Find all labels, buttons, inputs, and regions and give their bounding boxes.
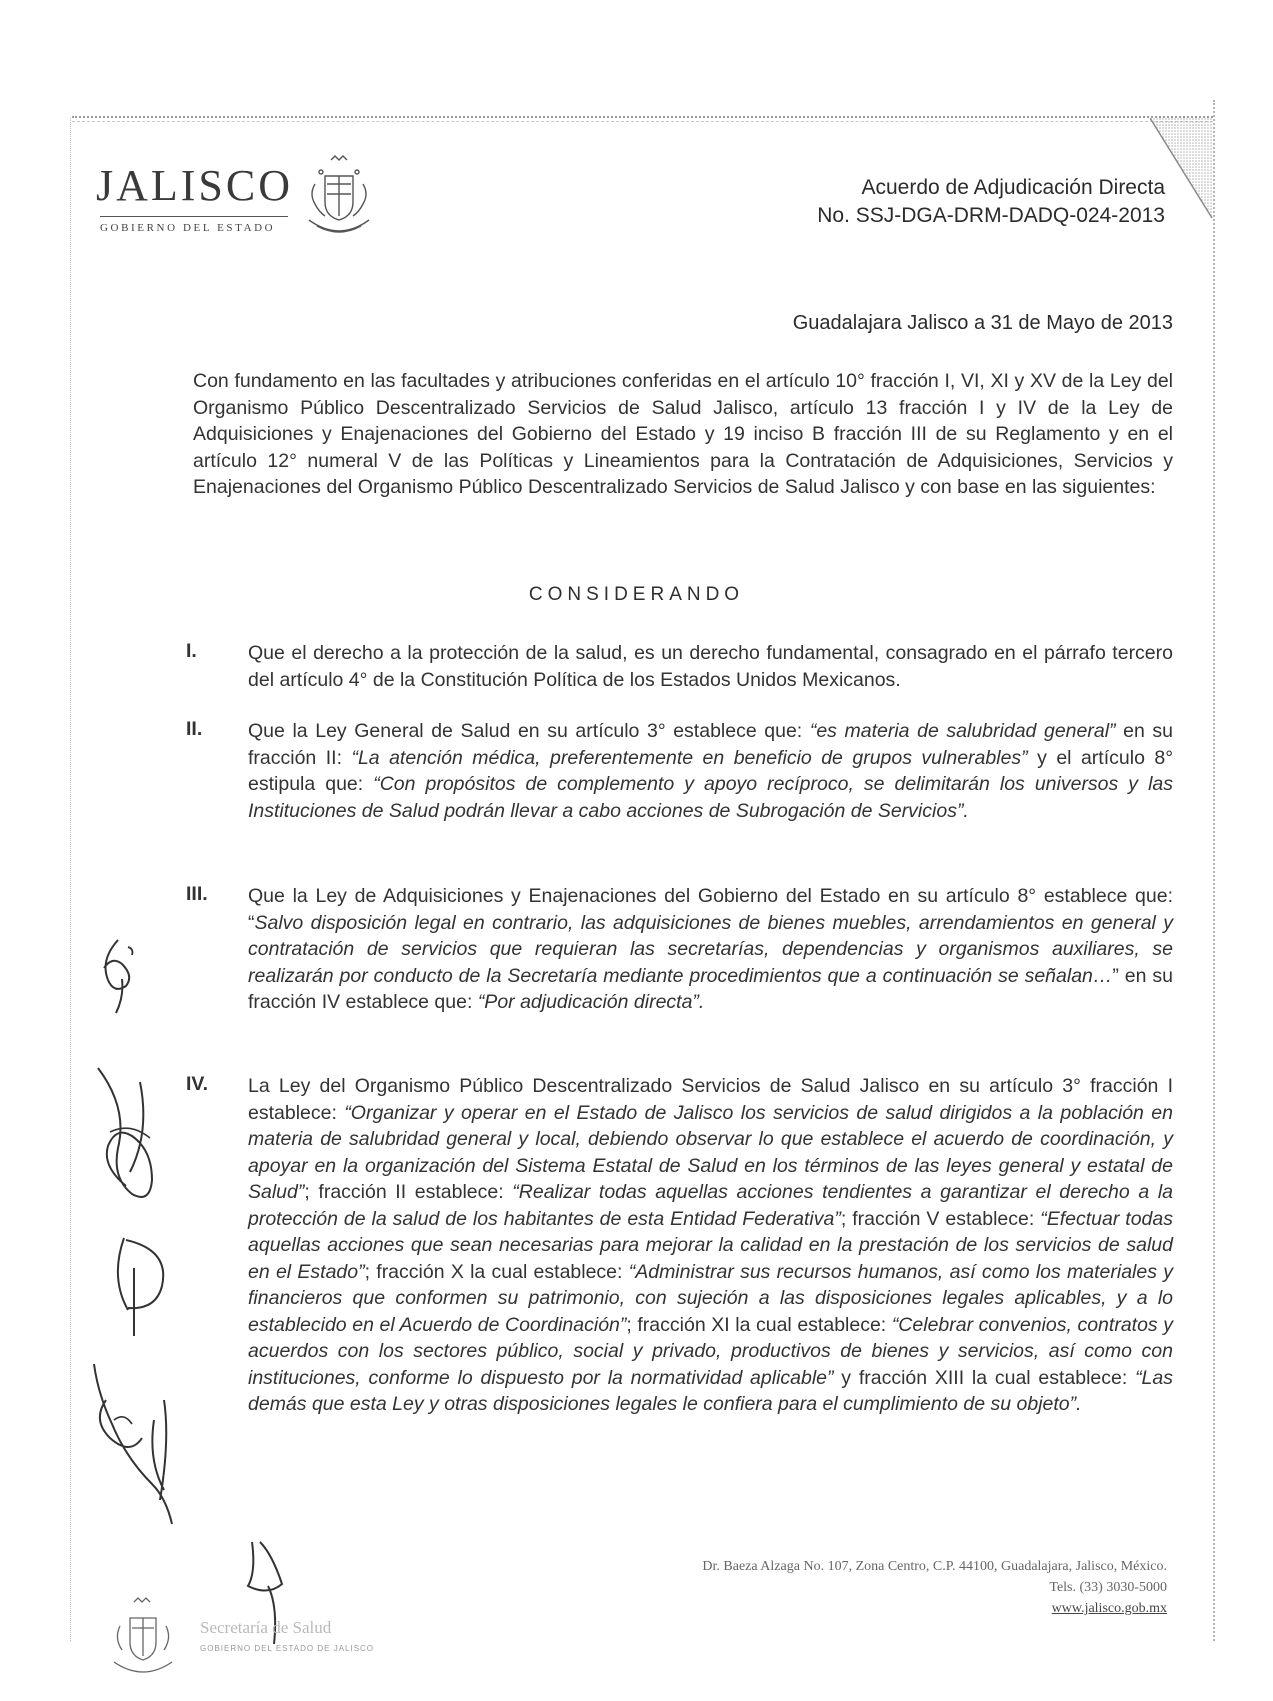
quoted-text: “es materia de salubridad general” <box>809 720 1116 742</box>
scan-top-border <box>72 116 1213 118</box>
item-text <box>248 883 1173 1016</box>
quoted-text: Salvo disposición legal en contrario, las adquisiciones de bienes muebles, arrendamientos en general y contratación de servicios que requieran las secretarías, dependencias y organismos auxiliares, se realizarán por conducto de la Secretaría mediante procedimientos que a continuación se señalan… <box>248 911 1173 987</box>
body-text: Que la Ley General de Salud en su artículo 3° establece que: <box>248 720 810 742</box>
item-number: III. <box>186 883 208 905</box>
handwritten-initials-icon <box>90 1062 170 1212</box>
quoted-text: “Con propósitos de complemento y apoyo recíproco, se delimitarán los universos y las Instituciones de Salud podrán llevar a cabo acciones de Subrogación de Servicios”. <box>248 773 1173 822</box>
logo-subtitle: GOBIERNO DEL ESTADO <box>100 222 276 234</box>
body-text: La Ley del Organismo Público Descentralizado Servicios de Salud Jalisco en su artículo 3° fracción I establece: <box>248 1075 1173 1124</box>
document-date: Guadalajara Jalisco a 31 de Mayo de 2013 <box>792 312 1173 334</box>
body-text: ; fracción V establece: <box>840 1207 1041 1230</box>
body-text: ; fracción XI la cual establece: <box>626 1313 892 1336</box>
footer-phone: Tels. (33) 3030-5000 <box>1049 1580 1167 1595</box>
quoted-text: “Las demás que esta Ley y otras disposiciones legales le confiera para el cumplimiento de su objeto”. <box>248 1366 1173 1415</box>
scan-top-border-secondary <box>72 121 1213 122</box>
intro-paragraph: Con fundamento en las facultades y atribuciones conferidas en el artículo 10° fracción I, VI, XI y XV de la Ley del Organismo Público Descentralizado Servicios de Salud Jalisco, artículo 13 fracción I y IV de la Ley de Adquisiciones y Enajenaciones del Gobierno del Estado y 19 inciso B fracción III de su Reglamento y en el artículo 12° numeral V de las Políticas y Lineamientos para la Contratación de Adquisiciones, Servicios y Enajenaciones del Organismo Público Descentralizado Servicios de Salud Jalisco y con base en las siguientes: <box>193 370 1173 498</box>
handwritten-initials-icon <box>88 935 148 1020</box>
logo-rule <box>100 216 288 217</box>
footer-website-link[interactable]: www.jalisco.gob.mx <box>1051 1601 1167 1616</box>
body-text: en su fracción II: <box>248 720 1174 769</box>
jalisco-logo <box>96 160 386 250</box>
body-text: ; fracción X la cual establece: <box>364 1260 629 1283</box>
quoted-text: “Organizar y operar en el Estado de Jalisco los servicios de salud dirigidos a la población en materia de salubridad general y local, debiendo observar lo que establece el acuerdo de coordinación, y apoyar en la organización del Sistema Estatal de Salud en los términos de las leyes general y estatal de Salud” <box>248 1101 1173 1203</box>
scan-right-border <box>1213 100 1215 1641</box>
footer-contact <box>702 1556 1167 1619</box>
considerando-heading: CONSIDERANDO <box>528 584 745 605</box>
body-text: Que la Ley de Adquisiciones y Enajenaciones del Gobierno del Estado en su artículo 8° establece que: “ <box>248 885 1173 934</box>
secretaria-salud-logo <box>108 1590 408 1690</box>
scan-left-border <box>70 118 71 1641</box>
agreement-number: No. SSJ-DGA-DRM-DADQ-024-2013 <box>817 204 1165 227</box>
state-coat-of-arms-icon <box>301 154 376 244</box>
footer-brand-subtitle: GOBIERNO DEL ESTADO DE JALISCO <box>200 1644 375 1653</box>
item-text <box>248 640 1173 693</box>
quoted-text: “Efectuar todas aquellas acciones que sean necesarias para mejorar la calidad en la prestación de los servicios de salud en el Estado” <box>248 1207 1173 1283</box>
body-text: ; fracción II establece: <box>304 1181 513 1203</box>
handwritten-initials-icon <box>108 1228 178 1338</box>
quoted-text: “Realizar todas aquellas acciones tendientes a garantizar el derecho a la protección de la salud de los habitantes de esta Entidad Federativa” <box>248 1181 1173 1230</box>
item-number: IV. <box>186 1073 209 1095</box>
footer-address: Dr. Baeza Alzaga No. 107, Zona Centro, C.P. 44100, Guadalajara, Jalisco, México. <box>702 1559 1167 1574</box>
handwritten-initials-icon <box>84 1360 194 1530</box>
quoted-text: “Por adjudicación directa”. <box>477 991 705 1013</box>
body-text: y fracción XIII la cual establece: <box>833 1366 1136 1389</box>
quoted-text: “Administrar sus recursos humanos, así como los materiales y financieros que conformen su patrimonio, con sujeción a las disposiciones legales aplicables, y a lo establecido en el Acuerdo de Coordinación” <box>248 1260 1173 1336</box>
item-text <box>248 1073 1173 1418</box>
item-number: II. <box>186 718 203 740</box>
item-text <box>248 718 1173 824</box>
body-text: y el artículo 8° estipula que: <box>248 746 1174 795</box>
agreement-title: Acuerdo de Adjudicación Directa <box>861 176 1165 199</box>
quoted-text: “Celebrar convenios, contratos y acuerdos con los sectores público, social y privado, productivos de bienes y servicios, así como con instituciones, conforme lo dispuesto por la normatividad aplicable” <box>248 1313 1173 1389</box>
item-number: I. <box>186 640 197 662</box>
footer-brand: Secretaría de Salud <box>200 1618 332 1637</box>
body-text: ” en su fracción IV establece que: <box>248 964 1173 1013</box>
body-text: Que el derecho a la protección de la salud, es un derecho fundamental, consagrado en el párrafo tercero del artículo 4° de la Constitución Política de los Estados Unidos Mexicanos. <box>248 642 1173 691</box>
state-coat-of-arms-icon <box>108 1596 178 1686</box>
agreement-header <box>817 174 1165 230</box>
logo-wordmark: JALISCO <box>96 161 294 210</box>
quoted-text: “La atención médica, preferentemente en beneficio de grupos vulnerables” <box>351 746 1028 769</box>
